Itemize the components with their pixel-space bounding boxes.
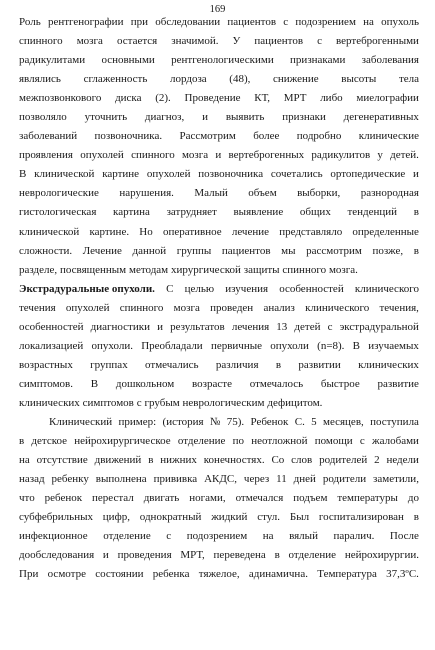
text-line: сложности. Лечение данной группы пациентов мы рассмотрим позже, в — [19, 244, 419, 257]
text-line: клинических симптомов с грубым неврологическим дефицитом. — [19, 396, 323, 409]
text-line: В клинической картине опухолей позвоночника сочетались ортопедические и — [19, 168, 419, 181]
text-line: При осмотре состоянии ребенка тяжелое, адинамична. Температура 37,3ºС. — [19, 568, 419, 581]
text-line: позволяло уточнить диагноз, и выявить признаки дегенеративных — [19, 111, 419, 124]
section-heading: Экстрадуральные опухоли. — [19, 282, 155, 295]
text-line: неврологические нарушения. Малый объем выборки, разнородная — [19, 187, 419, 200]
text-line: течения опухолей спинного мозга проведен анализ клинического течения, — [19, 301, 419, 314]
text-line: на отсутствие движений в нижних конечностях. Со слов родителей 2 недели — [19, 454, 419, 467]
text-line: Роль рентгенографии при обследовании пациентов с подозрением на опухоль — [19, 16, 419, 28]
text-line: возрастных группах отмечались различия в развитии клинических — [19, 358, 419, 371]
text-line: межпозвонкового диска (2). Проведение КТ, МРТ либо миелографии — [19, 92, 419, 105]
text-line: в детское нейрохирургическое отделение по неотложной помощи с жалобами — [19, 435, 419, 448]
page-number: 169 — [209, 4, 226, 15]
text-line: что ребенок перестал двигать ногами, отмечался подъем температуры до — [19, 492, 419, 505]
text-line: симптомов. В дошкольном возрасте отмечалось быстрое развитие — [19, 377, 419, 390]
text-line: дообследования и проведения МРТ, переведена в отделение нейрохирургии. — [19, 549, 419, 562]
text-line: заболеваний позвоночника. Рассмотрим более подробно клинические — [19, 130, 419, 143]
text-line: клинической картине. Но оперативное лечение представляло определенные — [19, 225, 419, 238]
text-line: локализацией опухоли. Преобладали первичные опухоли (n=8). В изучаемых — [19, 339, 419, 352]
text-line: субфебрильных цифр, однократный жидкий стул. Был госпитализирован в — [19, 511, 419, 524]
text-line: разделе, посвященным методам хирургической защиты спинного мозга. — [19, 263, 358, 276]
text-line: проявления опухолей спинного мозга и вертеброгенных радикулитов у детей. — [19, 149, 419, 162]
text-line: особенностей диагностики и результатов лечения 13 детей с экстрадуральной — [19, 320, 419, 333]
text-line: назад ребенку выполнена прививка АКДС, через 11 дней родители заметили, — [19, 473, 419, 486]
text-line: гистологическая картина затрудняет выявление общих тенденций в — [19, 206, 419, 219]
text-line: радикулитами основными рентгенологическими признаками заболевания — [19, 54, 419, 67]
text-line: Экстрадуральные опухоли. С целью изучения особенностей клинического — [19, 280, 419, 299]
text-line: являлись сглаженность лордоза (48), снижение высоты тела — [19, 73, 419, 86]
body-text — [19, 13, 419, 584]
text-line: инфекционное отделение с подозрением на вялый паралич. После — [19, 530, 419, 543]
text-line: спинного мозга остается значимой. У пациентов с вертеброгенными — [19, 35, 419, 48]
text-line: Клинический пример: (история № 75). Ребенок С. 5 месяцев, поступила — [49, 415, 419, 428]
